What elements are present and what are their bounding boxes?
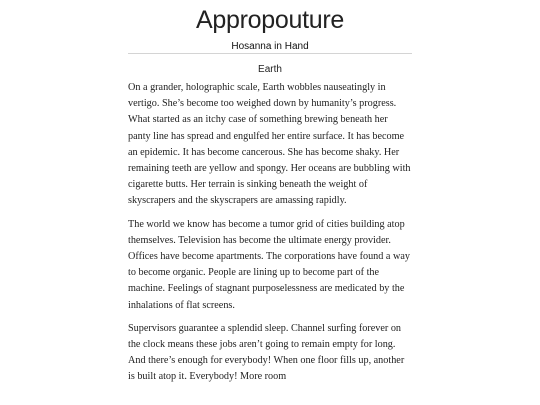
article-paragraph-2: The world we know has become a tumor grid of cities building atop themselves. Television has become the ultimate energy provider. Offices have become apartments. The corporations have found a way to become organic. People are lining up to become part of the machine. Feelings of stagnant purposelessness are medicated by the inhalations of flat screens. [128, 218, 410, 311]
site-title[interactable]: Appropouture [196, 6, 344, 34]
article-body [128, 80, 412, 393]
site-subtitle: Hosanna in Hand [231, 41, 309, 52]
header-divider [128, 53, 412, 54]
article-paragraph-3: Supervisors guarantee a splendid sleep. Channel surfing forever on the clock means these jobs aren’t going to remain empty for long. And there’s enough for everybody! When one floor fills up, another is built atop it. Everybody! More room [128, 322, 405, 383]
article-heading: Earth [258, 64, 282, 75]
article-paragraph-1: On a grander, holographic scale, Earth wobbles nauseatingly in vertigo. She’s become too weighed down by humanity’s progress. What started as an itchy case of something brewing beneath her panty line has spread and engulfed her entire surface. It has become an epidemic. It has become cancerous. She has become shaky. Her remaining teeth are yellow and spongy. Her oceans are bubbling with cigarette butts. Her terrain is sinking beneath the weight of skyscrapers and the skyscrapers are amassing rapidly. [128, 82, 411, 207]
